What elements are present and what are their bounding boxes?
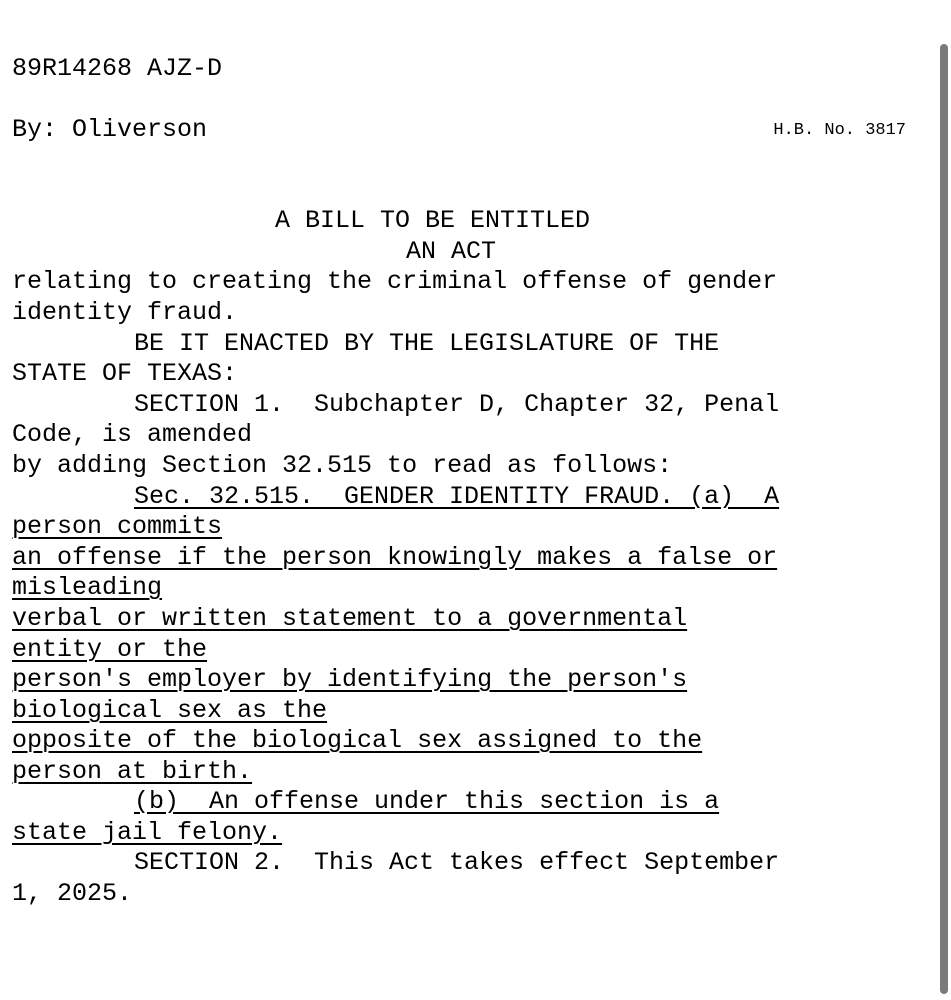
new-text-line-2: person commits — [12, 512, 223, 541]
new-text-line-7: person's employer by identifying the person's — [12, 665, 688, 694]
section-2-line-1: SECTION 2. This Act takes effect September — [134, 848, 780, 877]
author-line: By: Oliverson — [12, 115, 208, 144]
act-title: AN ACT — [406, 237, 497, 266]
new-text-line-3: an offense if the person knowingly makes a false or — [12, 543, 778, 572]
caption-line-2: identity fraud. — [12, 298, 238, 327]
enacting-clause-2: STATE OF TEXAS: — [12, 359, 238, 388]
document-id: 89R14268 AJZ-D — [12, 54, 223, 83]
caption-line-1: relating to creating the criminal offense of gender — [12, 267, 778, 296]
section-1-line-2: Code, is amended — [12, 420, 253, 449]
section-1-line-3: by adding Section 32.515 to read as follows: — [12, 451, 673, 480]
section-1-line-1: SECTION 1. Subchapter D, Chapter 32, Penal — [134, 390, 780, 419]
vertical-scrollbar[interactable] — [937, 0, 951, 1000]
new-text-line-8: biological sex as the — [12, 696, 328, 725]
bill-title: A BILL TO BE ENTITLED — [275, 206, 591, 235]
new-text-subsection-b-1: (b) An offense under this section is a — [134, 787, 720, 816]
section-2-line-2: 1, 2025. — [12, 879, 133, 908]
new-text-line-6: entity or the — [12, 635, 208, 664]
new-text-line-4: misleading — [12, 573, 163, 602]
bill-number: H.B. No. 3817 — [773, 121, 906, 140]
new-text-line-10: person at birth. — [12, 757, 253, 786]
new-text-subsection-b-2: state jail felony. — [12, 818, 283, 847]
new-text-line-5: verbal or written statement to a governmental — [12, 604, 688, 633]
new-text-line-1: Sec. 32.515. GENDER IDENTITY FRAUD. (a) A — [134, 482, 780, 511]
scrollbar-thumb[interactable] — [940, 44, 948, 994]
enacting-clause-1: BE IT ENACTED BY THE LEGISLATURE OF THE — [134, 329, 720, 358]
new-text-line-9: opposite of the biological sex assigned to the — [12, 726, 703, 755]
